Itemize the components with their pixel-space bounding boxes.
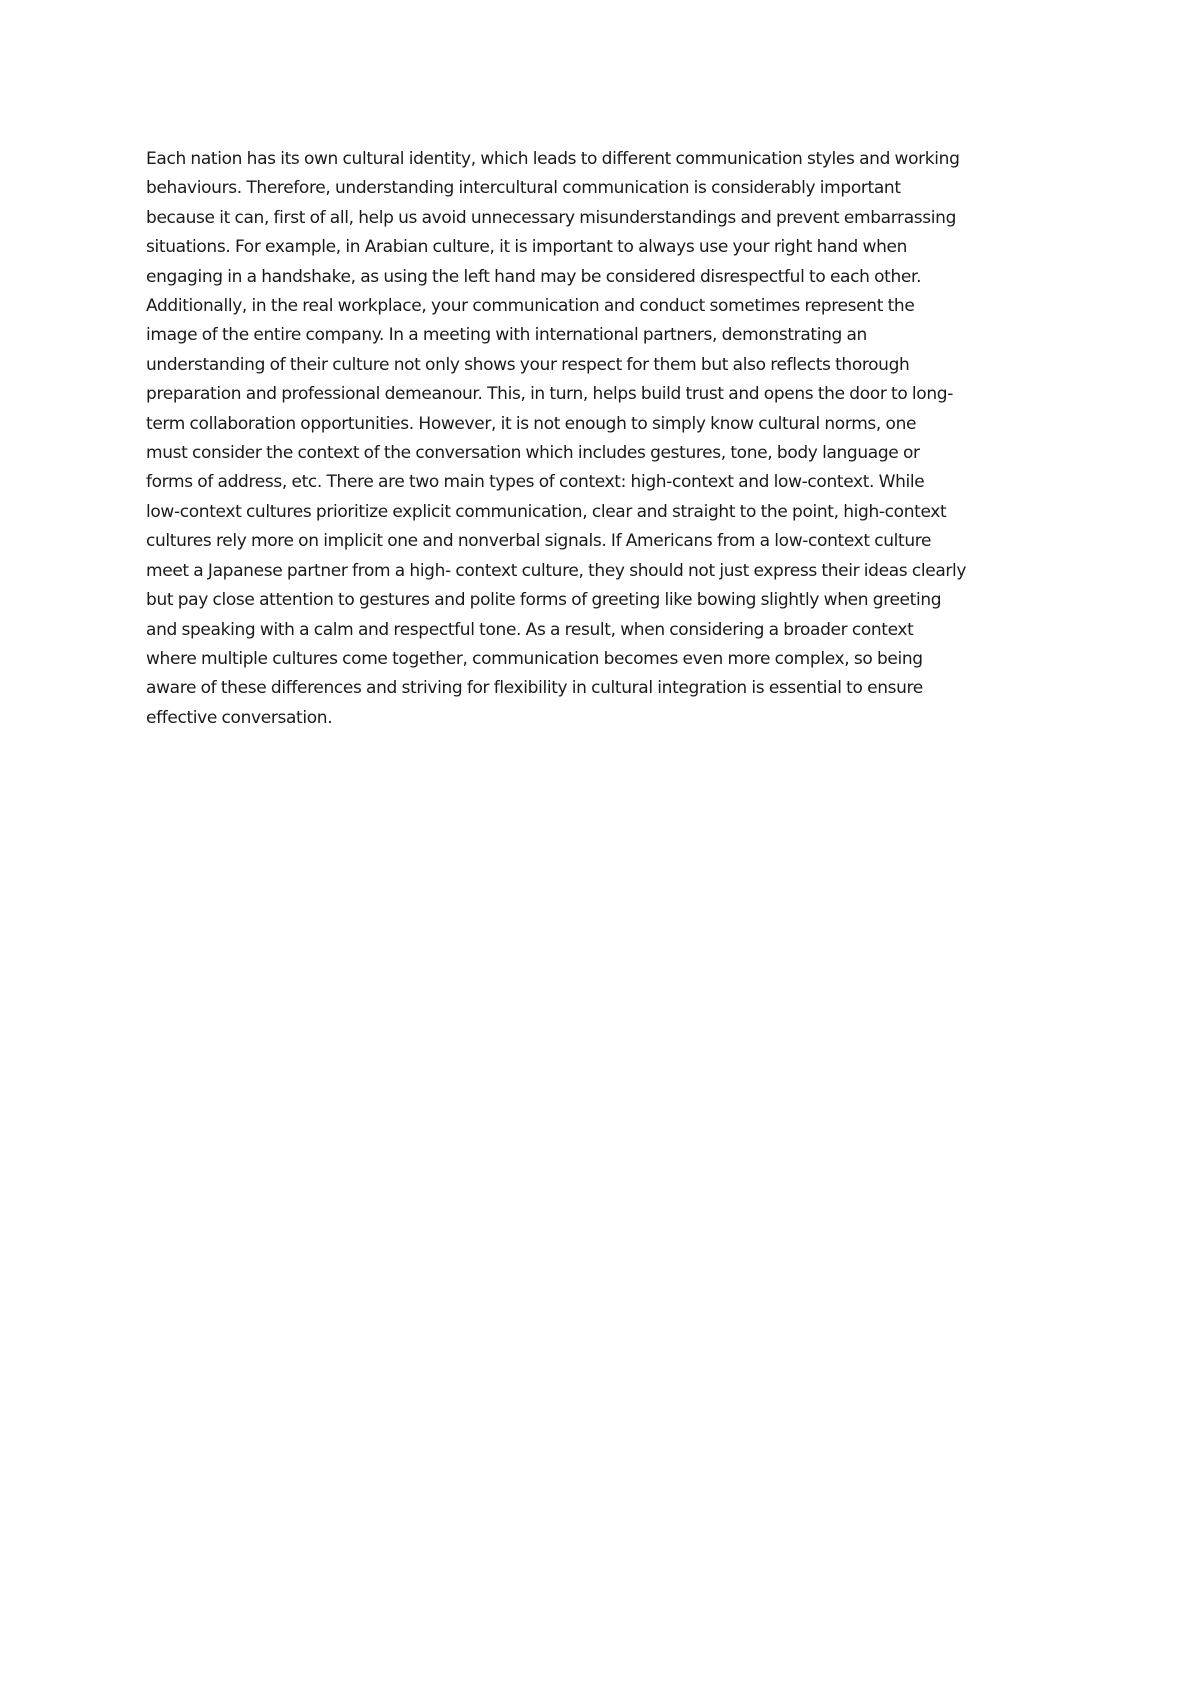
paragraph-line: and speaking with a calm and respectful tone. As a result, when considering a broader context: [146, 619, 914, 640]
paragraph-line: must consider the context of the conversation which includes gestures, tone, body language or: [146, 443, 920, 464]
paragraph-line: but pay close attention to gestures and polite forms of greeting like bowing slightly when greeting: [146, 590, 942, 611]
paragraph-line: aware of these differences and striving for flexibility in cultural integration is essential to ensure: [146, 678, 923, 699]
paragraph-line: term collaboration opportunities. However, it is not enough to simply know cultural norms, one: [146, 413, 917, 434]
paragraph-line: Additionally, in the real workplace, your communication and conduct sometimes represent the: [146, 296, 915, 317]
paragraph-line: Each nation has its own cultural identity, which leads to different communication styles and working: [146, 149, 960, 169]
paragraph-line: engaging in a handshake, as using the left hand may be considered disrespectful to each other.: [146, 266, 922, 287]
paragraph-line: where multiple cultures come together, communication becomes even more complex, so being: [146, 648, 923, 669]
paragraph-line: low-context cultures prioritize explicit communication, clear and straight to the point, high-context: [146, 501, 947, 522]
paragraph-line: behaviours. Therefore, understanding intercultural communication is considerably important: [146, 178, 901, 199]
paragraph-line: preparation and professional demeanour. This, in turn, helps build trust and opens the door to long-: [146, 384, 954, 405]
paragraph-line: image of the entire company. In a meeting with international partners, demonstrating an: [146, 325, 867, 346]
paragraph-line: because it can, first of all, help us avoid unnecessary misunderstandings and prevent embarrassing: [146, 207, 957, 228]
paragraph-line: situations. For example, in Arabian culture, it is important to always use your right hand when: [146, 237, 908, 258]
paragraph-line: forms of address, etc. There are two main types of context: high-context and low-context. While: [146, 472, 925, 493]
paragraph-line: meet a Japanese partner from a high- context culture, they should not just express their ideas clearly: [146, 560, 967, 581]
paragraph-line: cultures rely more on implicit one and nonverbal signals. If Americans from a low-context culture: [146, 531, 932, 552]
paragraph-line: effective conversation.: [146, 707, 333, 728]
paragraph-line: understanding of their culture not only shows your respect for them but also reflects thorough: [146, 354, 910, 375]
body-paragraph: [146, 145, 1066, 733]
